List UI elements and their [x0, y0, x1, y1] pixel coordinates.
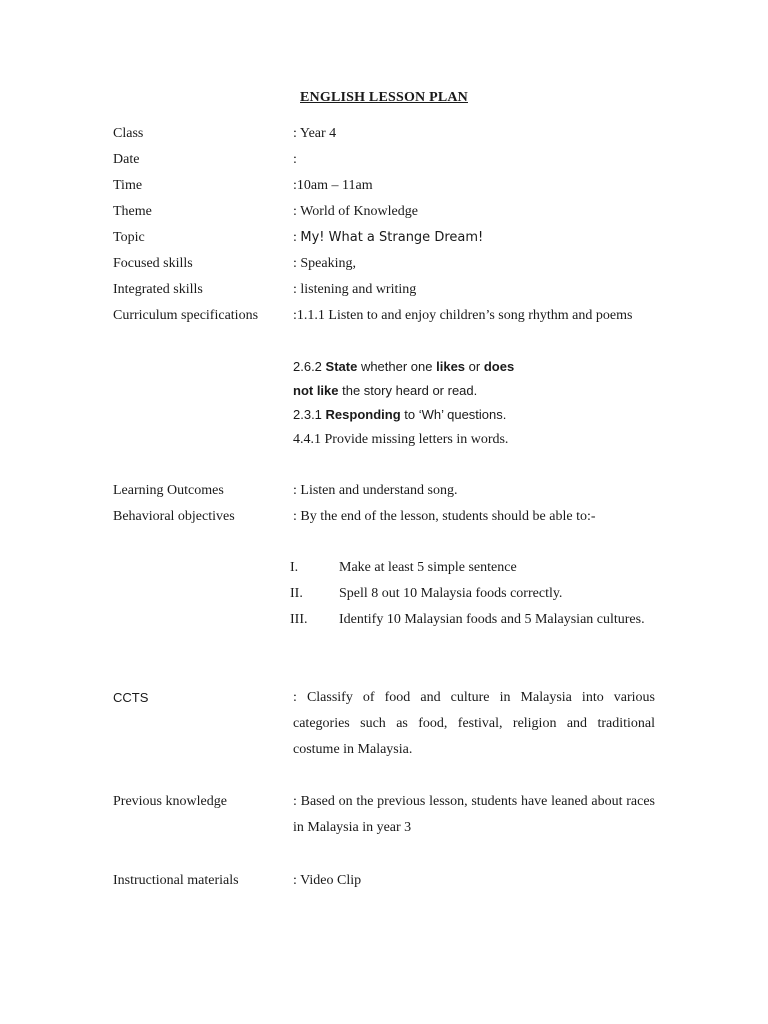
text-part: 2.6.2 — [293, 359, 326, 374]
field-value — [293, 303, 655, 329]
field-label: Instructional materials — [113, 873, 239, 888]
list-item-number: III. — [290, 612, 308, 627]
list-item-number: I. — [290, 560, 299, 575]
field-value: : listening and writing — [293, 282, 417, 297]
text-bold: likes — [436, 359, 466, 374]
curriculum-line-4 — [293, 403, 655, 427]
text-part: whether one — [357, 359, 437, 374]
field-value: : Based on the previous lesson, students have leaned about races in Malaysia in year 3 — [293, 794, 655, 835]
field-label: Time — [113, 178, 143, 193]
curriculum-line-5: 4.4.1 Provide missing letters in words. — [293, 432, 509, 447]
field-label: Integrated skills — [113, 282, 203, 297]
list-item-text: Identify 10 Malaysian foods and 5 Malaysian cultures. — [339, 612, 645, 627]
field-label: Previous knowledge — [113, 794, 227, 809]
field-value: : — [293, 152, 297, 167]
text-part: 2.3.1 — [293, 407, 326, 422]
field-label: Class — [113, 126, 144, 141]
list-item-number: II. — [290, 586, 303, 601]
text-bold: does — [483, 359, 515, 374]
curriculum-line-2 — [293, 355, 655, 379]
list-item-text: Make at least 5 simple sentence — [339, 560, 517, 575]
field-label: Curriculum specifications — [113, 308, 259, 323]
list-item — [290, 555, 655, 581]
field-value: : World of Knowledge — [293, 204, 418, 219]
text-part: the story heard or read. — [338, 383, 478, 398]
field-label: Learning Outcomes — [113, 483, 224, 498]
field-label: CCTS — [113, 690, 149, 705]
field-value: : Video Clip — [293, 873, 362, 888]
field-value: : Year 4 — [293, 126, 337, 141]
field-value: : Speaking, — [293, 256, 356, 271]
list-item — [290, 607, 655, 633]
text-part: to ‘Wh’ questions. — [400, 407, 507, 422]
text-bold: not like — [293, 383, 339, 398]
text-part: or — [465, 359, 484, 374]
objectives-list — [290, 555, 655, 633]
topic-text: My! What a Strange Dream! — [300, 230, 484, 245]
field-value: : Classify of food and culture in Malaysia into various categories such as food, festival, religion and traditional costume in Malaysia. — [293, 690, 655, 757]
field-label: Focused skills — [113, 256, 193, 271]
curriculum-line-3 — [293, 379, 655, 403]
field-label: Topic — [113, 230, 145, 245]
field-value: : Listen and understand song. — [293, 483, 458, 498]
curriculum-line-1: :1.1.1 Listen to and enjoy children’s song rhythm and poems — [293, 308, 633, 323]
field-value: : By the end of the lesson, students should be able to:- — [293, 509, 596, 524]
list-item — [290, 581, 655, 607]
list-item-text: Spell 8 out 10 Malaysia foods correctly. — [339, 586, 563, 601]
text-bold: Responding — [325, 407, 401, 422]
field-value — [293, 230, 655, 246]
field-value: :10am – 11am — [293, 178, 373, 193]
field-prefix: : — [293, 230, 301, 245]
text-bold: State — [325, 359, 358, 374]
field-label: Theme — [113, 204, 152, 219]
curriculum-lines-2-4 — [293, 355, 655, 427]
field-label: Date — [113, 152, 140, 167]
document-title: ENGLISH LESSON PLAN — [300, 90, 468, 105]
field-label: Behavioral objectives — [113, 509, 235, 524]
